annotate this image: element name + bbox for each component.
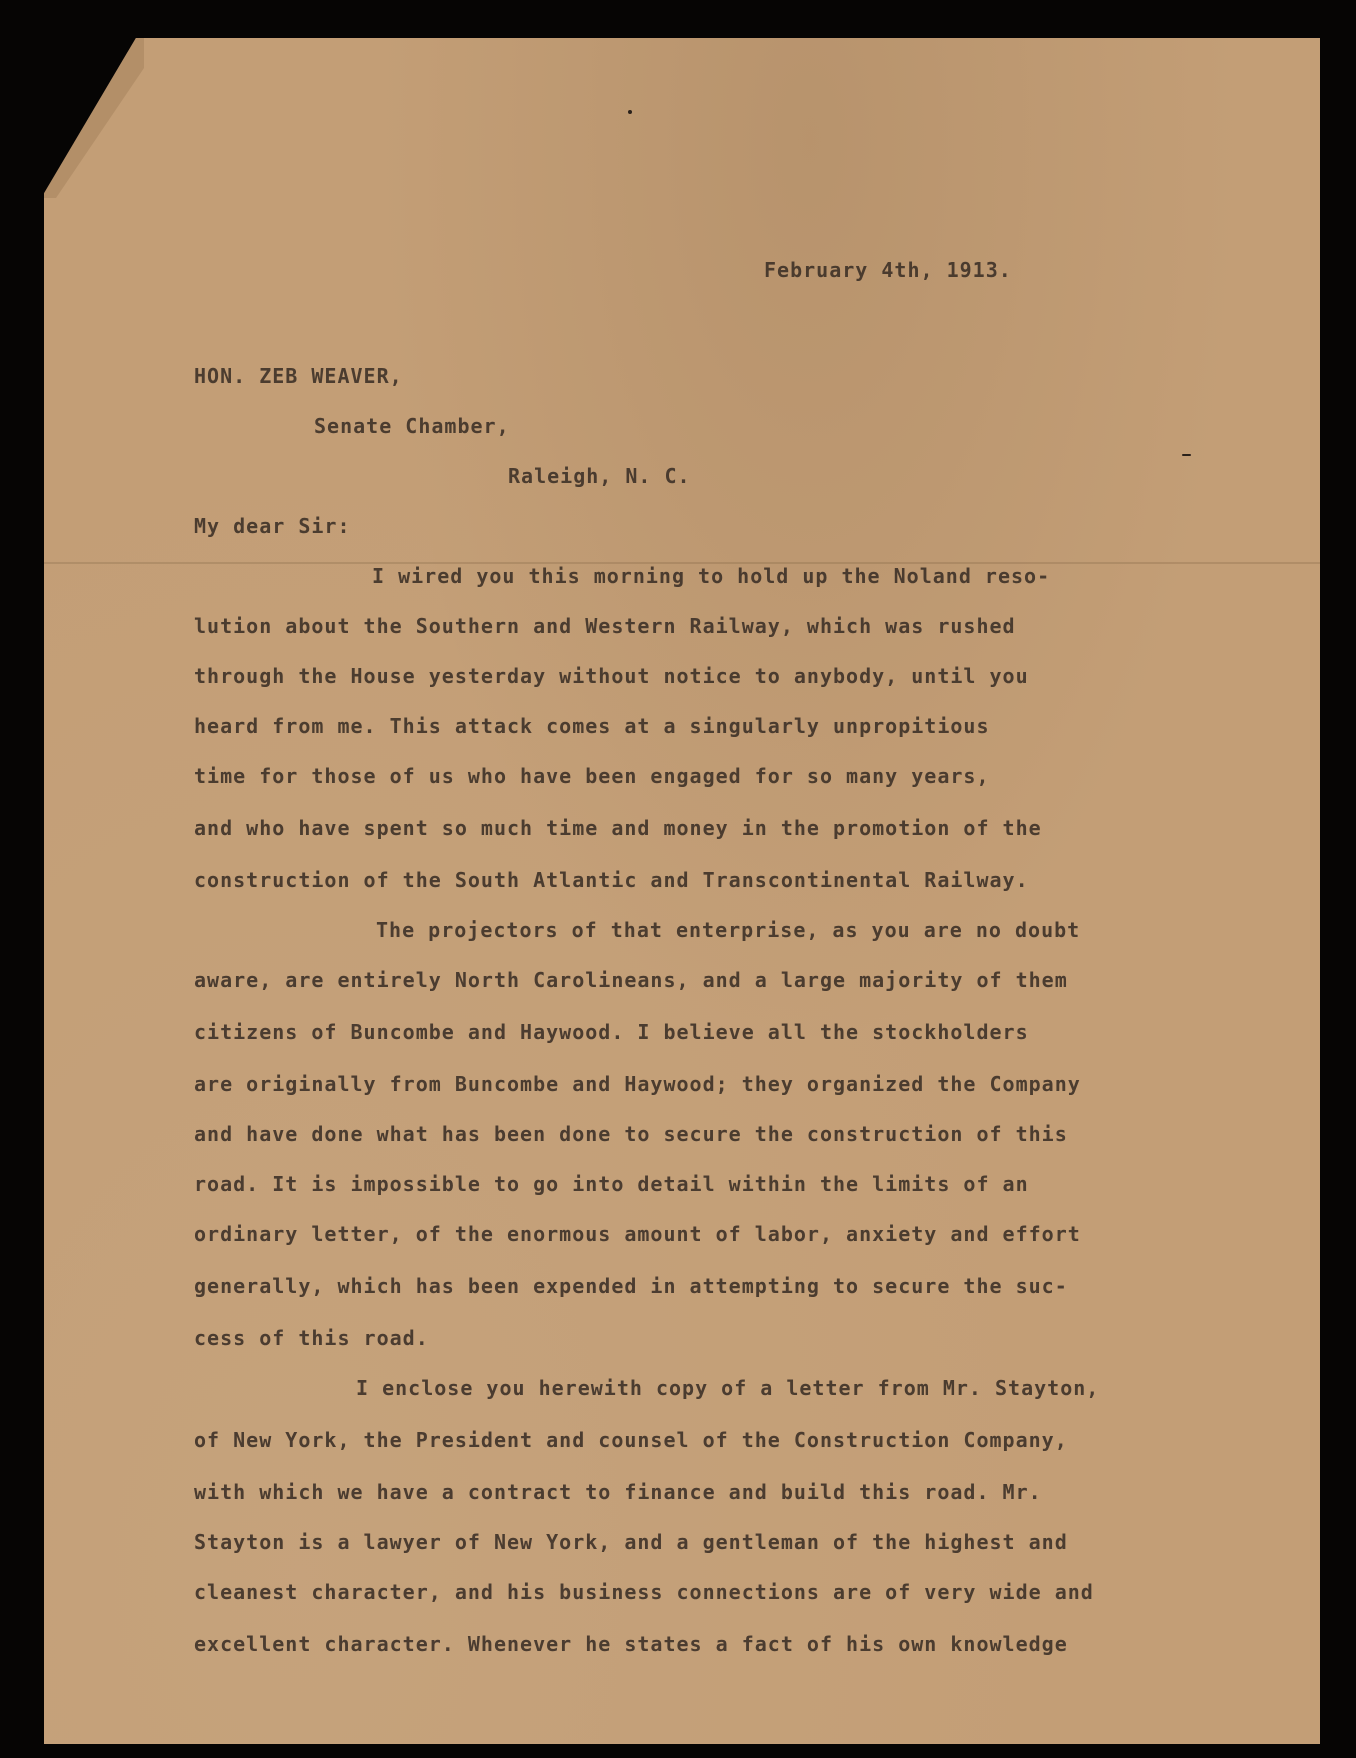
- salutation: My dear Sir:: [194, 514, 351, 538]
- body-line: citizens of Buncombe and Haywood. I believe all the stockholders: [194, 1020, 1029, 1044]
- body-line: time for those of us who have been engaged for so many years,: [194, 764, 990, 788]
- body-line: I wired you this morning to hold up the Noland reso-: [372, 564, 1051, 588]
- body-line: of New York, the President and counsel of the Construction Company,: [194, 1428, 1068, 1452]
- body-line: through the House yesterday without notice to anybody, until you: [194, 664, 1029, 688]
- body-line: cleanest character, and his business connections are of very wide and: [194, 1580, 1094, 1604]
- paper-speck: [628, 110, 632, 114]
- recipient-city: Raleigh, N. C.: [508, 464, 691, 488]
- body-line: ordinary letter, of the enormous amount of labor, anxiety and effort: [194, 1222, 1081, 1246]
- body-line: aware, are entirely North Carolineans, and a large majority of them: [194, 968, 1068, 992]
- letter-date: February 4th, 1913.: [764, 258, 1012, 282]
- body-line: Stayton is a lawyer of New York, and a gentleman of the highest and: [194, 1530, 1068, 1554]
- body-line: road. It is impossible to go into detail within the limits of an: [194, 1172, 1029, 1196]
- recipient-name: HON. ZEB WEAVER,: [194, 364, 403, 388]
- body-line: with which we have a contract to finance and build this road. Mr.: [194, 1480, 1042, 1504]
- body-line: lution about the Southern and Western Railway, which was rushed: [194, 614, 1016, 638]
- body-line: are originally from Buncombe and Haywood; they organized the Company: [194, 1072, 1081, 1096]
- body-line: The projectors of that enterprise, as you are no doubt: [376, 918, 1081, 942]
- body-line: and who have spent so much time and money in the promotion of the: [194, 816, 1042, 840]
- body-line: heard from me. This attack comes at a singularly unpropitious: [194, 714, 990, 738]
- body-line: cess of this road.: [194, 1326, 429, 1350]
- body-line: construction of the South Atlantic and Transcontinental Railway.: [194, 868, 1029, 892]
- body-line: excellent character. Whenever he states a fact of his own knowledge: [194, 1632, 1068, 1656]
- recipient-office: Senate Chamber,: [314, 414, 510, 438]
- paper-speck: [1182, 454, 1191, 456]
- body-line: I enclose you herewith copy of a letter from Mr. Stayton,: [356, 1376, 1100, 1400]
- body-line: generally, which has been expended in attempting to secure the suc-: [194, 1274, 1068, 1298]
- body-line: and have done what has been done to secure the construction of this: [194, 1122, 1068, 1146]
